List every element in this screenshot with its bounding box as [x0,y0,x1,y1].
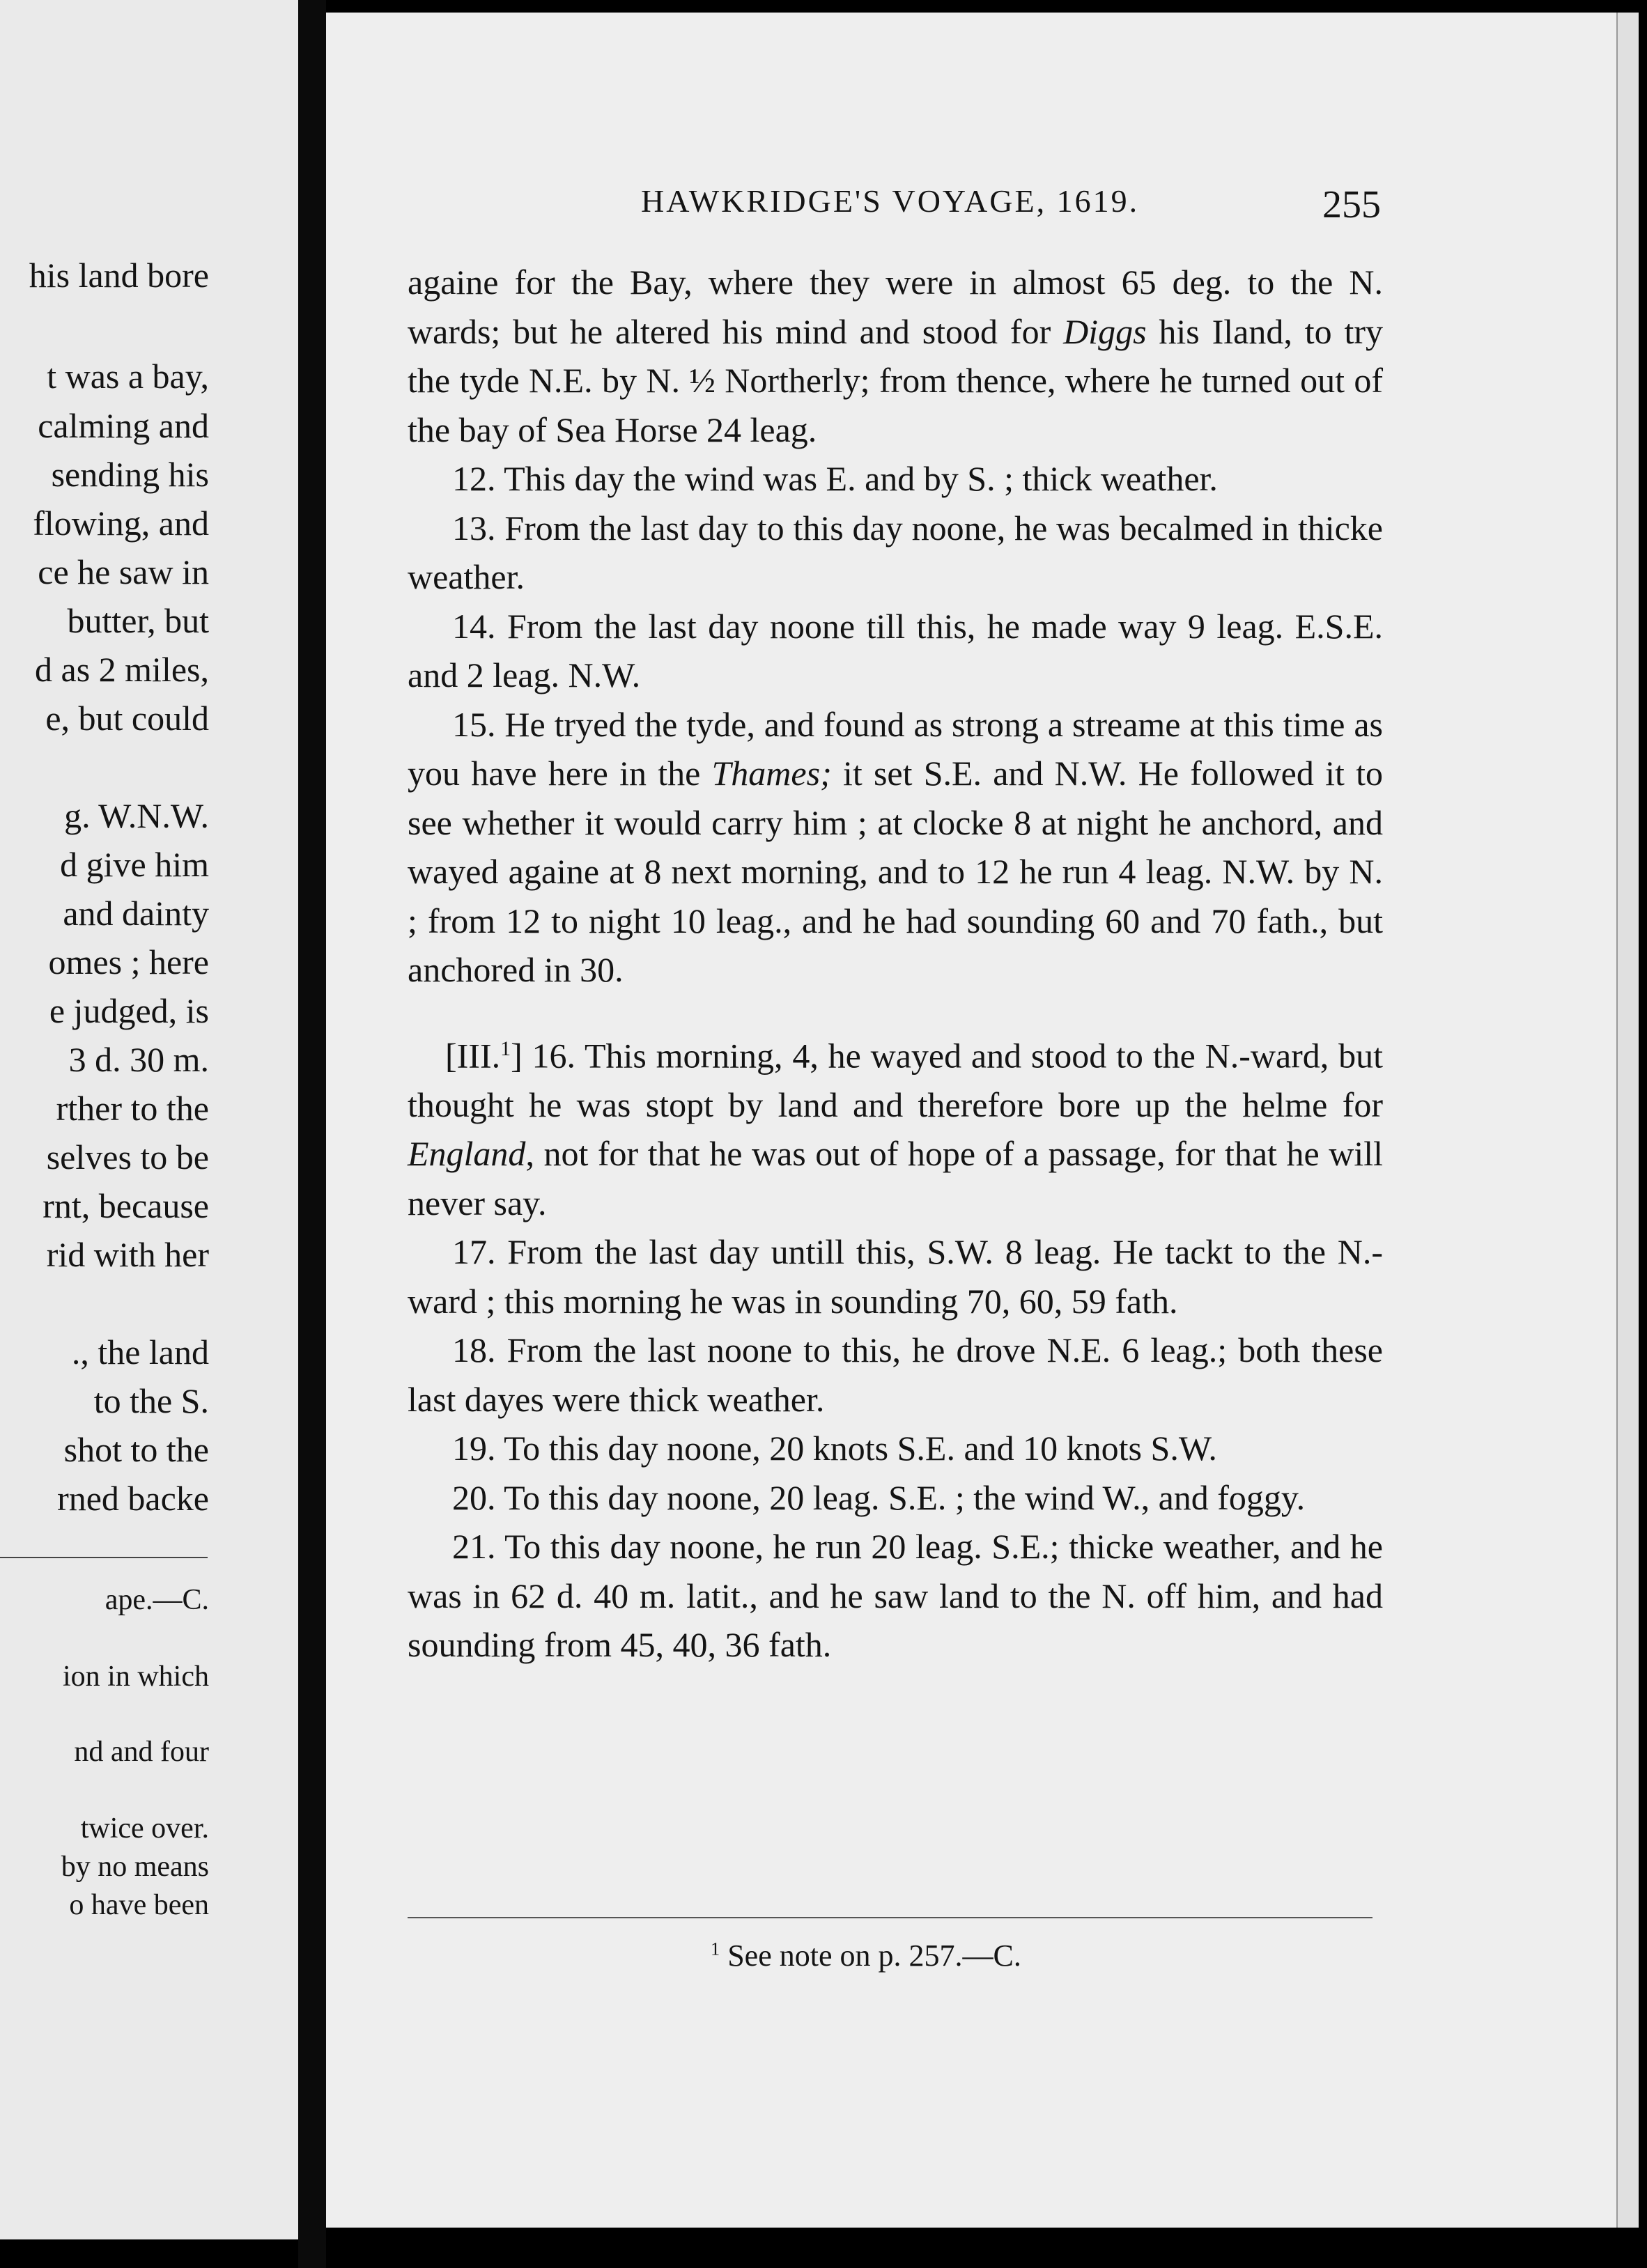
entry-16 [408,1025,1383,1228]
left-line: rther to the [56,1089,209,1128]
left-line: rned backe [57,1479,209,1518]
text-run: his Iland, to try the tyde N.E. by N. ½ Northerly; from thence, where he turned out of the bay of Sea Horse 24 leag. [408,311,1383,449]
page-edge [1616,13,1639,2228]
left-line: g. W.N.W. [64,796,209,835]
entry-18: 18. From the last noone to this, he drove N.E. 6 leag.; both these last dayes were thick weather. [408,1330,1383,1419]
left-line: omes ; here [48,942,209,981]
left-line: sending his [51,455,209,494]
left-line: selves to be [46,1137,209,1176]
footnote-number: 1 [711,1938,720,1959]
left-line: to the S. [93,1381,209,1420]
left-line: t was a bay, [47,357,209,396]
left-note-line: twice over. [80,1812,209,1844]
section-marker-close: ] [511,1036,523,1075]
entry-17: 17. From the last day untill this, S.W. 8 leag. He tackt to the N.-ward ; this morning he was in sounding 70, 60, 59 fath. [408,1232,1383,1321]
entry-15 [408,700,1383,995]
text-run: it set S.E. and N.W. He followed it to see whether it would carry him ; at clocke 8 at night he anchord, and wayed againe at 8 next morning, and to 12 he run 4 leag. N.W. by N. ; from 12 to night 10 leag., and he had sounding 60 and 70 fath., but anchored in 30. [408,754,1383,989]
section-marker: [III. [445,1036,501,1075]
running-head: HAWKRIDGE'S VOYAGE, 1619. [641,183,1140,219]
book-binding [298,0,326,2268]
text-run: 16. This morning, 4, he wayed and stood to the N.-ward, but thought he was stopt by land and therefore bore up the helme for [408,1036,1383,1124]
footnote-rule [408,1917,1372,1918]
left-line: rid with her [46,1235,209,1274]
left-line: ., the land [71,1333,209,1372]
text-run: , not for that he was out of hope of a passage, for that he will never say. [408,1134,1383,1222]
paragraph-opening [408,258,1383,454]
footnote-ref: 1 [500,1036,511,1060]
entry-13: 13. From the last day to this day noone, he was becalmed in thicke weather. [408,508,1383,596]
left-line: d as 2 miles, [35,650,209,689]
entry-20: 20. To this day noone, 20 leag. S.E. ; the wind W., and foggy. [452,1477,1306,1517]
left-line: e, but could [45,699,209,738]
footnote-text: See note on p. 257.—C. [720,1939,1021,1973]
left-line: flowing, and [33,504,209,543]
footnote [711,1938,1021,1973]
entry-21: 21. To this day noone, he run 20 leag. S.E.; thicke weather, and he was in 62 d. 40 m. latit., and he saw land to the N. off him, and had sounding from 45, 40, 36 fath. [408,1527,1383,1665]
left-page-fragment [0,0,298,2239]
left-line: e judged, is [49,991,209,1030]
text-run: 15. He tryed the tyde, and found as strong a streame at this time as you have here in the [408,704,1383,793]
italic-place-name: Diggs [1063,311,1147,351]
left-line: his land bore [29,256,209,295]
left-line: calming and [38,406,209,445]
left-line: butter, but [67,601,209,640]
text-run: againe for the Bay, where they were in almost 65 deg. to the N. wards; but he altered his mind and stood for [408,263,1383,351]
left-line: rnt, because [42,1186,209,1225]
left-line: 3 d. 30 m. [68,1040,209,1079]
left-note-line: ion in which [63,1661,209,1693]
page-number: 255 [1322,183,1381,226]
italic-place-name: England [408,1134,526,1174]
left-note-line: by no means [61,1851,209,1883]
left-line: ce he saw in [38,552,209,591]
entry-14: 14. From the last day noone till this, he made way 9 leag. E.S.E. and 2 leag. N.W. [408,606,1383,694]
left-note-line: nd and four [74,1736,209,1768]
left-line: d give him [60,845,209,884]
left-note-line: o have been [69,1889,209,1921]
entry-19: 19. To this day noone, 20 knots S.E. and 10 knots S.W. [452,1429,1217,1468]
left-note-line: ape.—C. [105,1584,209,1616]
left-footnote-rule [0,1557,208,1558]
entry-12: 12. This day the wind was E. and by S. ; thick weather. [452,459,1218,498]
italic-place-name: Thames; [711,754,832,793]
left-line: and dainty [63,894,209,933]
body-text [408,258,1383,1670]
left-line: shot to the [63,1430,209,1469]
